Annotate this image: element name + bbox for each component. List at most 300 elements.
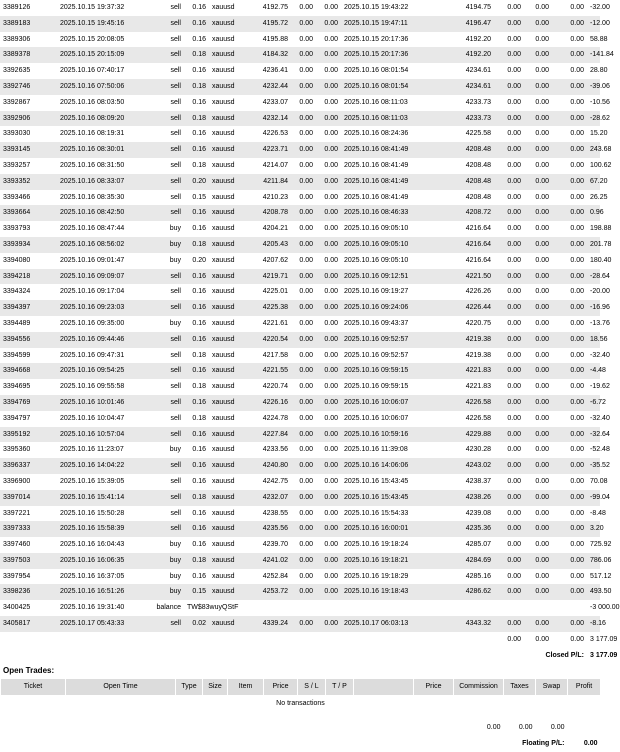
trade-size: 0.15 (192, 193, 206, 201)
trade-close-price: 4234.61 (436, 79, 494, 95)
trade-price: 4220.54 (249, 332, 291, 348)
trade-item: xauusd (212, 383, 235, 391)
trade-profit: -8.48 (590, 509, 606, 517)
trade-type: sell (170, 477, 181, 485)
trade-sl: 0.00 (291, 521, 316, 537)
trade-open-time: 2025.10.16 08:03:50 (60, 98, 125, 106)
trade-size: 0.16 (184, 363, 209, 379)
trade-close-time: 2025.10.16 15:54:33 (344, 509, 409, 517)
trade-row (0, 95, 600, 111)
trade-row (0, 316, 600, 332)
trade-open-time: 2025.10.16 09:17:04 (60, 288, 125, 296)
trade-close-price: 4226.58 (436, 395, 494, 411)
trade-type: sell (147, 47, 184, 63)
trade-tp: 0.00 (324, 35, 338, 43)
trade-commission: 0.00 (494, 47, 524, 63)
trade-taxes: 0.00 (524, 174, 552, 190)
trade-commission: 0.00 (494, 237, 524, 253)
trade-close-time: 2025.10.16 08:24:36 (344, 130, 409, 138)
trade-price: 4211.84 (249, 174, 291, 190)
trade-swap: 0.00 (552, 111, 587, 127)
trade-tp: 0.00 (324, 319, 338, 327)
trade-sl: 0.00 (291, 174, 316, 190)
trade-profit: -6.72 (587, 395, 600, 411)
trade-type: sell (170, 4, 181, 11)
trade-taxes: 0.00 (535, 288, 549, 296)
trade-size: 0.16 (184, 142, 209, 158)
no-transactions-row (1, 696, 601, 712)
trade-size: 0.16 (184, 332, 209, 348)
trade-close-time: 2025.10.16 08:41:49 (344, 161, 409, 169)
trade-item: xauusd (212, 256, 235, 264)
trade-size: 0.18 (184, 490, 209, 506)
trade-open-time: 2025.10.16 09:09:07 (57, 269, 147, 285)
trade-close-time: 2025.10.16 09:05:10 (341, 237, 436, 253)
trade-open-time: 2025.10.16 16:51:26 (57, 584, 147, 600)
trade-ticket: 3394599 (3, 351, 31, 359)
trade-open-time: 2025.10.16 09:47:31 (60, 351, 125, 359)
closed-commission-total: 0.00 (507, 635, 521, 643)
trade-swap: 0.00 (552, 521, 587, 537)
trade-price: 4204.21 (262, 225, 288, 233)
trade-item: xauusd (209, 269, 249, 285)
trade-taxes: 0.00 (535, 225, 549, 233)
trade-size: 0.16 (184, 395, 209, 411)
trade-open-time: 2025.10.16 16:04:43 (60, 541, 125, 549)
trade-profit: 517.12 (590, 572, 612, 580)
trade-price: 4238.55 (262, 509, 288, 517)
trade-ticket: 3392635 (3, 67, 31, 75)
trade-sl: 0.00 (299, 288, 313, 296)
trade-profit: -4.48 (587, 363, 600, 379)
trade-taxes: 0.00 (524, 490, 552, 506)
trade-commission: 0.00 (507, 477, 521, 485)
trade-close-price: 4243.02 (436, 458, 494, 474)
trade-close-price: 4216.64 (465, 256, 491, 264)
trade-close-price: 4226.58 (465, 414, 491, 422)
trade-ticket: 3392906 (0, 111, 57, 127)
trade-close-price: 4208.48 (436, 174, 494, 190)
trade-taxes: 0.00 (524, 616, 552, 632)
trade-type: buy (169, 256, 181, 264)
trade-size: 0.18 (192, 383, 206, 391)
trade-swap: 0.00 (570, 509, 584, 517)
trade-close-time: 2025.10.16 14:06:06 (341, 458, 436, 474)
trade-tp: 0.00 (316, 269, 341, 285)
closed-swap-total: 0.00 (570, 635, 584, 643)
trade-ticket: 3394797 (3, 414, 31, 422)
trade-item: xauusd (209, 111, 249, 127)
trade-commission: 0.00 (507, 130, 521, 138)
trade-ticket: 3393664 (0, 205, 57, 221)
trade-swap: 0.00 (570, 572, 584, 580)
trade-size: 0.18 (184, 237, 209, 253)
trade-size: 0.16 (192, 4, 206, 11)
trade-open-time: 2025.10.16 08:19:31 (60, 130, 125, 138)
trade-swap: 0.00 (552, 490, 587, 506)
trade-swap: 0.00 (570, 351, 584, 359)
trade-price: 4220.74 (262, 383, 288, 391)
trade-commission: 0.00 (494, 332, 524, 348)
trade-taxes: 0.00 (535, 35, 549, 43)
trade-tp: 0.00 (324, 288, 338, 296)
trade-sl: 0.00 (291, 616, 316, 632)
trade-row (0, 506, 600, 522)
trade-close-price: 4234.61 (465, 67, 491, 75)
trade-price: 4232.07 (249, 490, 291, 506)
closed-pl-value: 3 177.09 (590, 651, 618, 659)
trade-tp: 0.00 (324, 4, 338, 11)
trade-sl: 0.00 (291, 332, 316, 348)
trade-close-time: 2025.10.16 09:12:51 (341, 269, 436, 285)
trade-close-price: 4343.32 (436, 616, 494, 632)
trade-price: 4184.32 (249, 47, 291, 63)
trade-swap: 0.00 (552, 395, 587, 411)
trade-type: sell (170, 67, 181, 75)
trade-tp: 0.00 (324, 477, 338, 485)
trade-ticket: 3393466 (3, 193, 31, 201)
trade-commission: 0.00 (494, 300, 524, 316)
trade-open-time: 2025.10.16 16:06:35 (57, 553, 147, 569)
trade-tp: 0.00 (324, 446, 338, 454)
open-header-cell (354, 679, 414, 696)
trade-size: 0.16 (192, 509, 206, 517)
trade-row (0, 427, 600, 443)
balance-profit: -3 000.00 (590, 604, 620, 612)
trade-taxes: 0.00 (524, 332, 552, 348)
trade-item: xauusd (212, 225, 235, 233)
trade-open-time: 2025.10.16 07:40:17 (60, 67, 125, 75)
trade-type: buy (169, 319, 181, 327)
trade-ticket: 3392746 (0, 79, 57, 95)
trade-type: buy (169, 446, 181, 454)
trade-item: xauusd (209, 395, 249, 411)
trade-size: 0.16 (192, 35, 206, 43)
trade-tp: 0.00 (316, 458, 341, 474)
trade-item: xauusd (209, 363, 249, 379)
trade-ticket: 3398236 (0, 584, 57, 600)
trade-size: 0.16 (192, 67, 206, 75)
trade-item: xauusd (209, 79, 249, 95)
trade-sl: 0.00 (291, 363, 316, 379)
trade-swap: 0.00 (552, 79, 587, 95)
trade-close-price: 4216.64 (465, 225, 491, 233)
trade-sl: 0.00 (291, 458, 316, 474)
trade-type: sell (170, 383, 181, 391)
trade-sl: 0.00 (291, 584, 316, 600)
trade-item: xauusd (209, 174, 249, 190)
trade-price: 4226.53 (262, 130, 288, 138)
trade-item: xauusd (212, 414, 235, 422)
trade-row (0, 395, 600, 411)
trade-item: xauusd (209, 427, 249, 443)
trade-commission: 0.00 (494, 174, 524, 190)
trade-ticket: 3394489 (3, 319, 31, 327)
trade-row (0, 379, 600, 395)
trade-commission: 0.00 (494, 553, 524, 569)
trade-ticket: 3397014 (0, 490, 57, 506)
trade-tp: 0.00 (316, 111, 341, 127)
trade-taxes: 0.00 (535, 351, 549, 359)
trade-taxes: 0.00 (535, 4, 549, 11)
trade-profit: -16.96 (587, 300, 600, 316)
trade-size: 0.18 (192, 161, 206, 169)
trade-commission: 0.00 (507, 509, 521, 517)
trade-type: sell (147, 427, 184, 443)
trade-swap: 0.00 (570, 383, 584, 391)
trade-type: sell (170, 351, 181, 359)
trade-sl: 0.00 (291, 16, 316, 32)
trade-swap: 0.00 (552, 332, 587, 348)
trade-taxes: 0.00 (535, 319, 549, 327)
trade-item: xauusd (209, 16, 249, 32)
trade-commission: 0.00 (507, 67, 521, 75)
trade-swap: 0.00 (570, 130, 584, 138)
trade-size: 0.16 (192, 541, 206, 549)
trade-close-price: 4226.44 (436, 300, 494, 316)
trade-open-time: 2025.10.15 19:37:32 (60, 4, 125, 11)
trade-close-time: 2025.10.15 20:17:36 (344, 35, 409, 43)
trade-close-price: 4194.75 (465, 4, 491, 11)
trade-tp: 0.00 (324, 351, 338, 359)
open-header-cell: Open Time (66, 679, 176, 696)
trade-row (0, 16, 600, 32)
trade-row (0, 363, 600, 379)
trade-taxes: 0.00 (535, 130, 549, 138)
trade-open-time: 2025.10.16 15:39:05 (60, 477, 125, 485)
trade-item: xauusd (212, 161, 235, 169)
trade-item: xauusd (212, 288, 235, 296)
trade-item: xauusd (209, 332, 249, 348)
trade-open-time: 2025.10.16 08:33:07 (57, 174, 147, 190)
trade-size: 0.18 (184, 47, 209, 63)
trade-close-time: 2025.10.16 19:18:29 (344, 572, 409, 580)
trade-row (0, 442, 600, 458)
trade-taxes: 0.00 (524, 458, 552, 474)
trade-taxes: 0.00 (524, 79, 552, 95)
trade-size: 0.16 (192, 446, 206, 454)
trade-item: xauusd (209, 47, 249, 63)
trade-type: sell (147, 174, 184, 190)
trade-profit: -13.76 (590, 319, 610, 327)
trade-ticket: 3394695 (3, 383, 31, 391)
trade-profit: 493.50 (587, 584, 600, 600)
trade-profit: 725.92 (590, 541, 612, 549)
trade-item: xauusd (209, 237, 249, 253)
trade-open-time: 2025.10.16 08:09:20 (57, 111, 147, 127)
trade-ticket: 3393352 (0, 174, 57, 190)
trade-row (0, 332, 600, 348)
trade-close-price: 4235.36 (436, 521, 494, 537)
trade-profit: -32.00 (590, 4, 610, 11)
trade-price: 4195.72 (249, 16, 291, 32)
trade-price: 4232.14 (249, 111, 291, 127)
trade-row (0, 126, 600, 142)
trade-taxes: 0.00 (524, 363, 552, 379)
trade-ticket: 3397503 (0, 553, 57, 569)
trade-type: sell (147, 332, 184, 348)
trade-size: 0.16 (184, 269, 209, 285)
trade-size: 0.16 (184, 521, 209, 537)
trade-item: xauusd (212, 130, 235, 138)
trade-price: 4192.75 (262, 4, 288, 11)
trade-item: xauusd (209, 458, 249, 474)
trade-type: buy (169, 541, 181, 549)
trade-open-time: 2025.10.16 07:50:06 (57, 79, 147, 95)
trade-profit: -20.00 (590, 288, 610, 296)
trade-open-time: 2025.10.16 09:01:47 (60, 256, 125, 264)
trade-profit: -32.40 (590, 414, 610, 422)
trade-open-time: 2025.10.15 20:08:05 (60, 35, 125, 43)
trade-type: buy (147, 584, 184, 600)
trade-taxes: 0.00 (535, 67, 549, 75)
trade-close-price: 4208.48 (465, 193, 491, 201)
trade-close-price: 4239.08 (465, 509, 491, 517)
trade-sl: 0.00 (299, 161, 313, 169)
trade-swap: 0.00 (552, 427, 587, 443)
trade-sl: 0.00 (299, 414, 313, 422)
trade-close-price: 4233.73 (465, 98, 491, 106)
trade-swap: 0.00 (552, 363, 587, 379)
trade-taxes: 0.00 (524, 16, 552, 32)
trade-ticket: 3389126 (3, 4, 31, 11)
trade-item: xauusd (212, 351, 235, 359)
open-trades-header-row (1, 679, 601, 696)
trade-ticket: 3394556 (0, 332, 57, 348)
trade-ticket: 3394769 (0, 395, 57, 411)
trade-commission: 0.00 (507, 225, 521, 233)
trade-price: 4241.02 (249, 553, 291, 569)
trade-swap: 0.00 (570, 35, 584, 43)
trade-type: sell (147, 142, 184, 158)
trade-sl: 0.00 (291, 395, 316, 411)
trade-size: 0.18 (192, 351, 206, 359)
trade-tp: 0.00 (324, 161, 338, 169)
trade-commission: 0.00 (494, 616, 524, 632)
trade-row (0, 284, 600, 300)
trade-type: sell (170, 509, 181, 517)
trade-tp: 0.00 (316, 521, 341, 537)
trade-swap: 0.00 (570, 414, 584, 422)
trade-size: 0.16 (192, 98, 206, 106)
trade-price: 4226.16 (249, 395, 291, 411)
trade-commission: 0.00 (507, 288, 521, 296)
trade-ticket: 3393145 (0, 142, 57, 158)
trade-sl: 0.00 (291, 490, 316, 506)
trade-swap: 0.00 (570, 319, 584, 327)
trade-swap: 0.00 (570, 4, 584, 11)
trade-taxes: 0.00 (524, 269, 552, 285)
trade-swap: 0.00 (552, 458, 587, 474)
trade-close-price: 4216.64 (436, 237, 494, 253)
trade-close-price: 4192.20 (436, 47, 494, 63)
trade-sl: 0.00 (299, 351, 313, 359)
trade-commission: 0.00 (507, 256, 521, 264)
trade-close-price: 4285.16 (465, 572, 491, 580)
trade-open-time: 2025.10.16 14:04:22 (57, 458, 147, 474)
trade-taxes: 0.00 (524, 395, 552, 411)
trade-profit: 3.20 (587, 521, 600, 537)
trade-price: 4339.24 (249, 616, 291, 632)
trade-type: sell (147, 616, 184, 632)
trade-close-time: 2025.10.16 08:41:49 (344, 193, 409, 201)
trade-price: 4233.56 (262, 446, 288, 454)
trade-item: xauusd (212, 193, 235, 201)
trade-row (0, 253, 600, 269)
trade-sl: 0.00 (291, 205, 316, 221)
trade-price: 4252.84 (262, 572, 288, 580)
trade-profit: 243.68 (587, 142, 600, 158)
balance-type: balance (156, 604, 181, 612)
trade-swap: 0.00 (570, 225, 584, 233)
trade-item: xauusd (212, 477, 235, 485)
trade-item: xauusd (209, 584, 249, 600)
trade-taxes: 0.00 (535, 193, 549, 201)
closed-totals-row (0, 632, 600, 648)
trade-commission: 0.00 (494, 490, 524, 506)
trade-size: 0.18 (184, 79, 209, 95)
open-swap-total: 0.00 (550, 724, 565, 732)
trade-close-time: 2025.10.17 06:03:13 (341, 616, 436, 632)
trade-price: 4253.72 (249, 584, 291, 600)
trade-ticket: 3405817 (0, 616, 57, 632)
trade-open-time: 2025.10.16 10:57:04 (57, 427, 147, 443)
trade-close-time: 2025.10.16 16:00:01 (341, 521, 436, 537)
trade-row (0, 569, 600, 585)
trade-close-price: 4208.48 (465, 161, 491, 169)
trade-type: sell (170, 161, 181, 169)
trade-row (0, 142, 600, 158)
closed-pl-row (0, 648, 600, 664)
trade-ticket: 3394324 (3, 288, 31, 296)
trade-size: 0.16 (192, 477, 206, 485)
trade-sl: 0.00 (291, 427, 316, 443)
trade-item: xauusd (209, 490, 249, 506)
trade-tp: 0.00 (316, 616, 341, 632)
trade-type: sell (147, 521, 184, 537)
open-header-cell: Swap (536, 679, 568, 696)
trade-tp: 0.00 (324, 67, 338, 75)
trade-commission: 0.00 (507, 572, 521, 580)
trade-type: buy (169, 225, 181, 233)
open-header-cell: Profit (568, 679, 601, 696)
trade-row (0, 47, 600, 63)
floating-pl-label: Floating P/L: (522, 739, 565, 747)
trade-row (0, 174, 600, 190)
trade-swap: 0.00 (570, 161, 584, 169)
trade-open-time: 2025.10.16 15:58:39 (57, 521, 147, 537)
trade-profit: 67.20 (587, 174, 600, 190)
trade-price: 4208.78 (249, 205, 291, 221)
trade-swap: 0.00 (552, 205, 587, 221)
trade-open-time: 2025.10.16 08:42:50 (57, 205, 147, 221)
trade-close-time: 2025.10.16 19:18:43 (341, 584, 436, 600)
open-header-cell: Item (228, 679, 264, 696)
trade-sl: 0.00 (299, 193, 313, 201)
trade-size: 0.20 (192, 256, 206, 264)
trade-type: sell (170, 193, 181, 201)
trade-commission: 0.00 (507, 319, 521, 327)
trade-commission: 0.00 (494, 584, 524, 600)
closed-pl-label: Closed P/L: (545, 651, 584, 659)
trade-sl: 0.00 (299, 67, 313, 75)
trade-open-time: 2025.10.15 20:15:09 (57, 47, 147, 63)
trade-close-price: 4225.58 (465, 130, 491, 138)
trade-item: xauusd (209, 300, 249, 316)
trade-close-price: 4221.50 (436, 269, 494, 285)
trade-open-time: 2025.10.16 08:35:30 (60, 193, 125, 201)
trade-ticket: 3397221 (3, 509, 31, 517)
